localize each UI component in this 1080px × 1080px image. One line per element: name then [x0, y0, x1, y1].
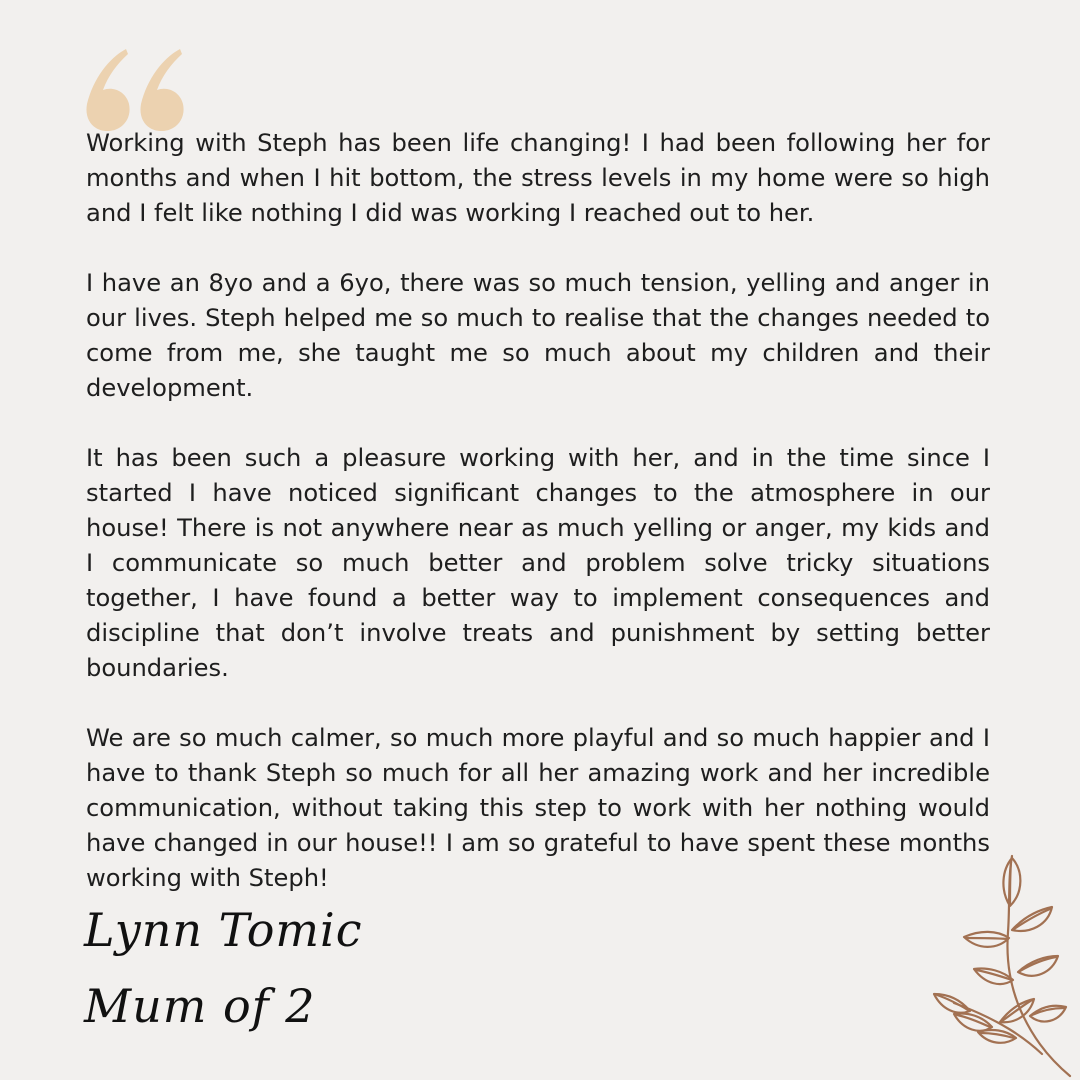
- signature: [84, 892, 363, 1044]
- quote-icon: [84, 46, 196, 132]
- testimonial-paragraph: Working with Steph has been life changing! I had been following her for months and when I hit bottom, the stress levels in my home were so high and I felt like nothing I did was working I reached out to her.: [86, 129, 990, 227]
- testimonial-paragraph: I have an 8yo and a 6yo, there was so much tension, yelling and anger in our lives. Steph helped me so much to realise that the changes needed to come from me, she taught me so much about my children and their development.: [86, 269, 990, 402]
- testimonial-paragraph: We are so much calmer, so much more playful and so much happier and I have to thank Steph so much for all her amazing work and her incredible communication, without taking this step to work with her nothing would have changed in our house!! I am so grateful to have spent these months working with Steph!: [86, 724, 990, 892]
- leaf-branch-icon: [930, 850, 1080, 1080]
- testimonial-paragraph: It has been such a pleasure working with her, and in the time since I started I have noticed significant changes to the atmosphere in our house! There is not anywhere near as much yelling or anger, my kids and I communicate so much better and problem solve tricky situations together, I have found a better way to implement consequences and discipline that don’t involve treats and punishment by setting better boundaries.: [86, 444, 990, 682]
- signature-name: Lynn Tomic: [84, 903, 363, 957]
- testimonial-text: [86, 126, 990, 896]
- signature-role: Mum of 2: [84, 979, 316, 1033]
